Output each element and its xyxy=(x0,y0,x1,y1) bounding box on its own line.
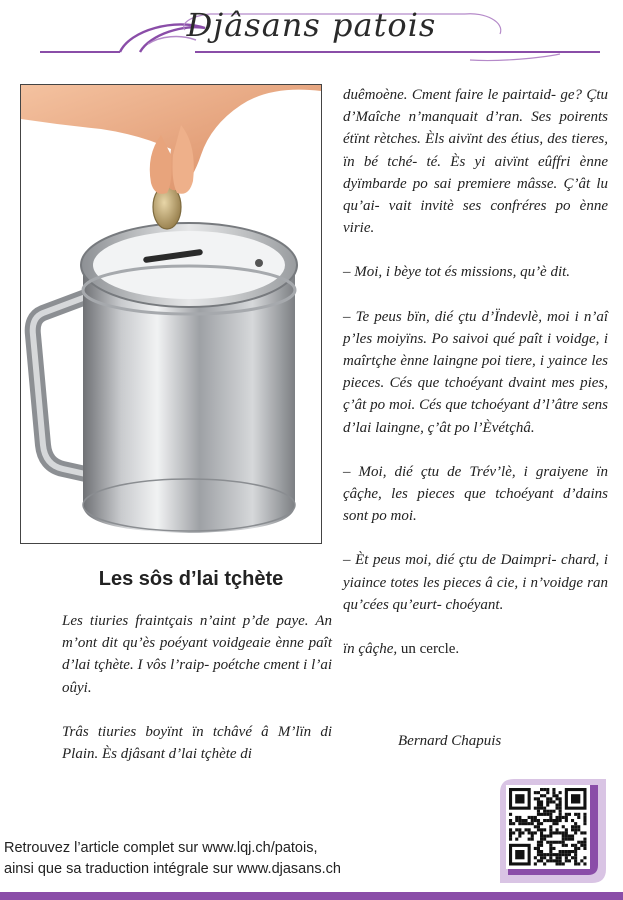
qr-code-icon[interactable] xyxy=(500,779,606,883)
glossary-note xyxy=(343,638,608,660)
paragraph: – Moi, dié çtu de Trév’lè, i graiyene ïn çâçhe, les pieces que tchoéyant d’dains sont po moi. xyxy=(343,463,608,525)
paragraph: Trâs tiuries boyïnt ïn tchâvé â M’lïn di Plain. Ès djâsant d’lai tçhète di xyxy=(62,723,332,763)
article-title: Les sôs d’lai tçhète xyxy=(98,568,284,590)
qr-badge xyxy=(500,779,606,883)
right-column xyxy=(343,84,608,682)
paragraph: duêmoène. Cment faire le pairtaid- ge? Çtu d’Maîche n’manquait d’ran. Ses poirents étïnt rètches. Èls aivïnt des étius, des tieres, ïn bé tché- té. Ès yi aivïnt eûffri ènne dyïmbarde po sai premiere mâsse. Ç’ât lu qu’ai- vait invitè ses confréres po ènne virie. xyxy=(343,87,608,237)
left-column xyxy=(62,610,332,787)
author-signature: Bernard Chapuis xyxy=(398,733,502,749)
header-title: Djâsans patois xyxy=(186,6,437,44)
paragraph: – Moi, i bèye tot és missions, qu’è dit. xyxy=(343,264,571,281)
paragraph: – Èt peus moi, dié çtu de Daimpri- chard, i yiaince totes les pieces â cie, i n’voidge ran qu’cées qu’eurt- choéyant. xyxy=(343,552,608,613)
paragraph: Les tiuries fraintçais n’aint p’de paye. An m’ont dit qu’ès poéyant voidgeaie ènne paît d’lai tçhète. I vôs l’raip- poétche cment i l’ai oûyi. xyxy=(62,613,332,696)
gloss-definition: un cercle. xyxy=(397,641,460,658)
footer-text xyxy=(4,838,341,880)
bottom-accent-bar xyxy=(0,892,623,900)
gloss-term: ïn çâçhe, xyxy=(343,641,398,658)
paragraph: – Te peus bïn, dié çtu d’Ïndevlè, moi i n’aî p’les moiyïns. Po saivoi qué paît i voidge, i maîrtçhe ènne laingne poi tiere, i yaince les pieces. Cés que tchoéyant dvaint mes pies, ç’ât po moi. Cés que tchoéyant d’l’âtre sens d’lai laingne, ç’ât po l’Èvétçhâ. xyxy=(343,308,608,436)
article-photo xyxy=(20,84,322,544)
footer-line-1: Retrouvez l’article complet sur www.lqj.ch/patois, xyxy=(4,840,318,856)
coin-in-tin-box-photo xyxy=(21,85,321,543)
footer-line-2: ainsi que sa traduction intégrale sur www.djasans.ch xyxy=(4,861,341,877)
header-banner xyxy=(0,0,623,70)
